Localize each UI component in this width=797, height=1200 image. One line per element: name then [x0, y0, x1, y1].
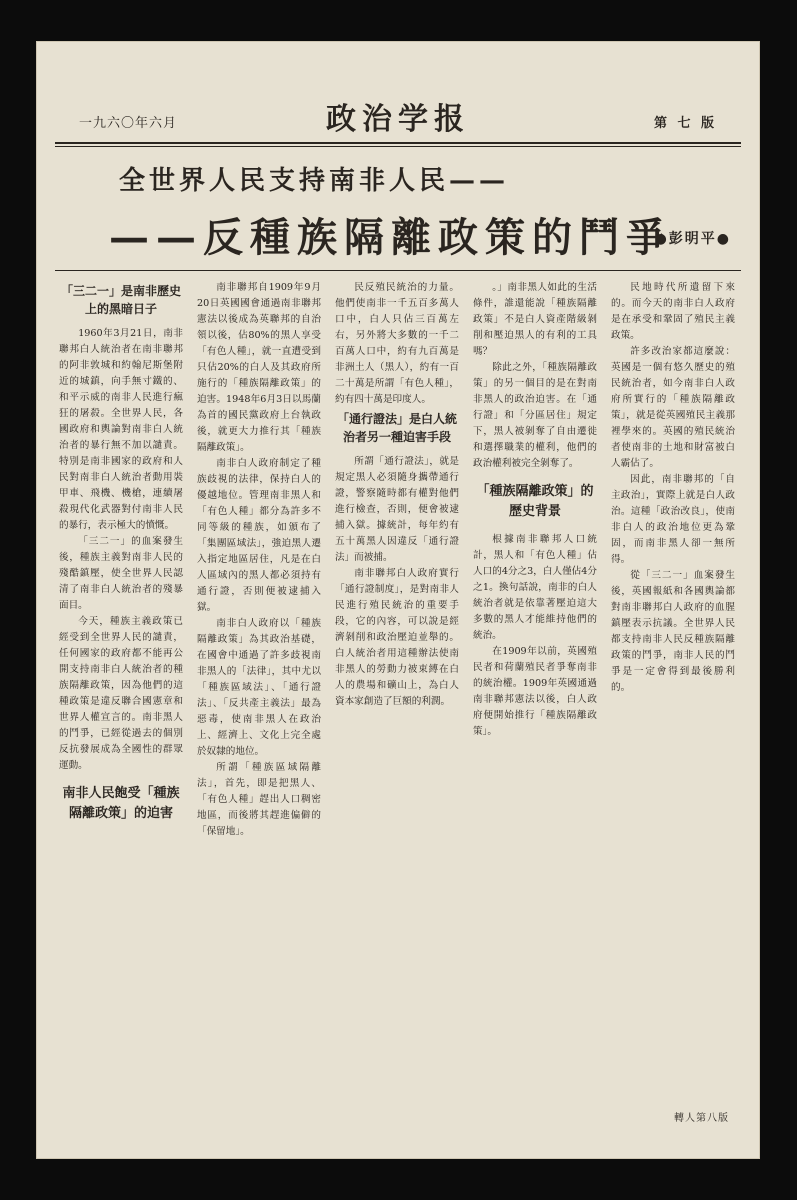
paragraph: 民反殖民統治的力量。他們使南非一千五百多萬人口中，白人只佔三百萬左右，另外將大多數的一千二百萬人口中，約有九百萬是非洲土人（黑人），約有一百二十萬是所謂「有色人種」，約有四十萬是印度人。	[335, 282, 459, 405]
headline-rule	[55, 270, 741, 271]
article-column-1	[59, 280, 183, 1100]
paragraph: 從「三二一」血案發生後，英國報紙和各國輿論都對南非聯邦白人政府的血腥鎮壓表示抗議。全世界人民都支持南非人民反種族隔離政策的鬥爭，南非人民的鬥爭是一定會得到最後勝利的。	[611, 570, 735, 693]
page-number: 第 七 版	[653, 116, 717, 131]
paragraph: 所謂「種族區域隔離法」，首先，即是把黑人、「有色人種」趕出人口稠密地區，而後將其趕進偏僻的「保留地」。	[197, 762, 321, 837]
article-column-3	[335, 280, 459, 1100]
paragraph: 因此，南非聯邦的「自主政治」，實際上就是白人政治。這種「政治改良」，使南非白人的政治地位更為鞏固，而南非黑人卻一無所得。	[611, 474, 735, 565]
masthead-rule	[55, 142, 741, 144]
issue-date: 一九六〇年六月	[79, 116, 178, 131]
masthead-rule-thin	[55, 146, 741, 147]
paragraph: 在1909年以前，英國殖民者和荷蘭殖民者爭奪南非的統治權。1909年英國通過南非聯邦憲法以後，白人政府便開始推行「種族隔離政策」。	[473, 646, 597, 737]
subheading-persecution: 南非人民飽受「種族隔離政策」的迫害	[62, 786, 180, 821]
paragraph: 民地時代所遺留下來的。而今天的南非白人政府是在承受和鞏固了殖民主義政策。	[611, 282, 735, 341]
newspaper-page	[37, 42, 759, 1158]
paragraph: 南非白人政府以「種族隔離政策」為其政治基礎，在國會中通過了許多歧視南非黑人的「法律」，其中尤以「種族區域法」、「通行證法」、「反共產主義法」最為惡毒，使南非黑人在政治上、經濟上、文化上完全處於奴隸的地位。	[197, 618, 321, 757]
subheading-pass-law: 「通行證法」是白人統治者另一種迫害手段	[336, 412, 457, 444]
paragraph: 。」南非黑人如此的生活條件，誰還能說「種族隔離政策」不是白人資產階級剝削和壓迫黑人的有利的工具嗎？	[473, 282, 597, 357]
paragraph: 「三二一」的血案發生後，種族主義對南非人民的殘酷鎮壓，使全世界人民認清了南非白人統治者的殘暴面目。	[59, 536, 183, 611]
article-column-2	[197, 280, 321, 1100]
paragraph: 根據南非聯邦人口統計，黑人和「有色人種」佔人口的4分之3，白人僅佔4分之1。換句話說，南非的白人統治者就是依靠著壓迫這大多數的黑人才能維持他們的統治。	[473, 534, 597, 641]
headline-line2: ——反種族隔離政策的鬥爭	[109, 214, 673, 261]
masthead	[59, 94, 737, 138]
subheading-march-21: 「三二一」是南非歷史上的黑暗日子	[60, 284, 181, 316]
paragraph: 南非聯邦自1909年9月20日英國國會通過南非聯邦憲法以後成為英聯邦的自治領以後，佔80%的黑人享受「有色人種」，就一直遭受到只佔20%的白人及其政府所施行的「種族隔離政策」的迫害。1948年6月3日以馬蘭為首的國民黨政府上台執政後，就更大力推行其「種族隔離政策」。	[197, 282, 321, 453]
article-body	[59, 280, 737, 1100]
paragraph: 許多改治家都這麼說：英國是一個有悠久歷史的殖民統治者，如今南非白人政府所實行的「種族隔離政策」，就是從英國殖民主義那裡學來的。英國的殖民統治者使南非的土地和財富被白人霸佔了。	[611, 346, 735, 469]
paragraph: 南非白人政府制定了種族歧視的法律，保持白人的優越地位。管理南非黑人和「有色人種」都分為許多不同等級的種族，如頒布了「集團區域法」，強迫黑人遷入指定地區居住，凡是在白人區域內的黑人都必須持有通行證，否則便被逮捕入獄。	[197, 458, 321, 613]
paragraph: 南非聯邦白人政府實行「通行證制度」，是對南非人民進行殖民統治的重要手段，它的內容，可以說是經濟剝削和政治壓迫並舉的。白人統治者用這種辦法使南非黑人的勞動力被束縛在白人的農場和礦山上，為白人資本家創造了巨額的利潤。	[335, 568, 459, 707]
headline-line1: 全世界人民支持南非人民——	[119, 166, 510, 196]
paragraph: 1960年3月21日，南非聯邦白人統治者在南非聯邦的阿非敦城和約翰尼斯堡附近的城鎮，向手無寸鐵的、和平示威的南非人民進行瘋狂的屠殺。全世界人民，各國政府和輿論對南非白人統治者的暴行無不加以譴責。特別是南非國家的政府和人民對南非白人統治者動用裝甲車、飛機、機槍，連續屠殺現代化武器對付南非人民的暴行，表示極大的憤慨。	[59, 328, 183, 531]
paper-name: 政治学报	[326, 102, 470, 137]
byline-author: ●彭明平●	[654, 231, 731, 247]
paragraph: 除此之外，「種族隔離政策」的另一個目的是在對南非黑人的政治迫害。在「通行證」和「分區居住」規定下，黑人被剝奪了自由遷徙和選擇職業的權利，他們的政治權利被完全剝奪了。	[473, 362, 597, 469]
article-column-5	[611, 280, 735, 1100]
paragraph: 今天，種族主義政策已經受到全世界人民的譴責，任何國家的政府都不能再公開支持南非白人統治者的種族隔離政策，因為他們的這種政策是違反聯合國憲章和世界人權宣言的。南非黑人的鬥爭，已經從過去的個別反抗發展成為全國性的群眾運動。	[59, 616, 183, 771]
continued-note: 轉人第八版	[674, 1113, 729, 1124]
subheading-history: 「種族隔離政策」的歷史背景	[476, 484, 594, 519]
paragraph: 所謂「通行證法」，就是規定黑人必須隨身攜帶通行證，警察隨時都有權對他們進行檢查，否則，便會被逮捕入獄。據統計，每年約有五十萬黑人因違反「通行證法」而被捕。	[335, 456, 459, 563]
article-column-4	[473, 280, 597, 1100]
